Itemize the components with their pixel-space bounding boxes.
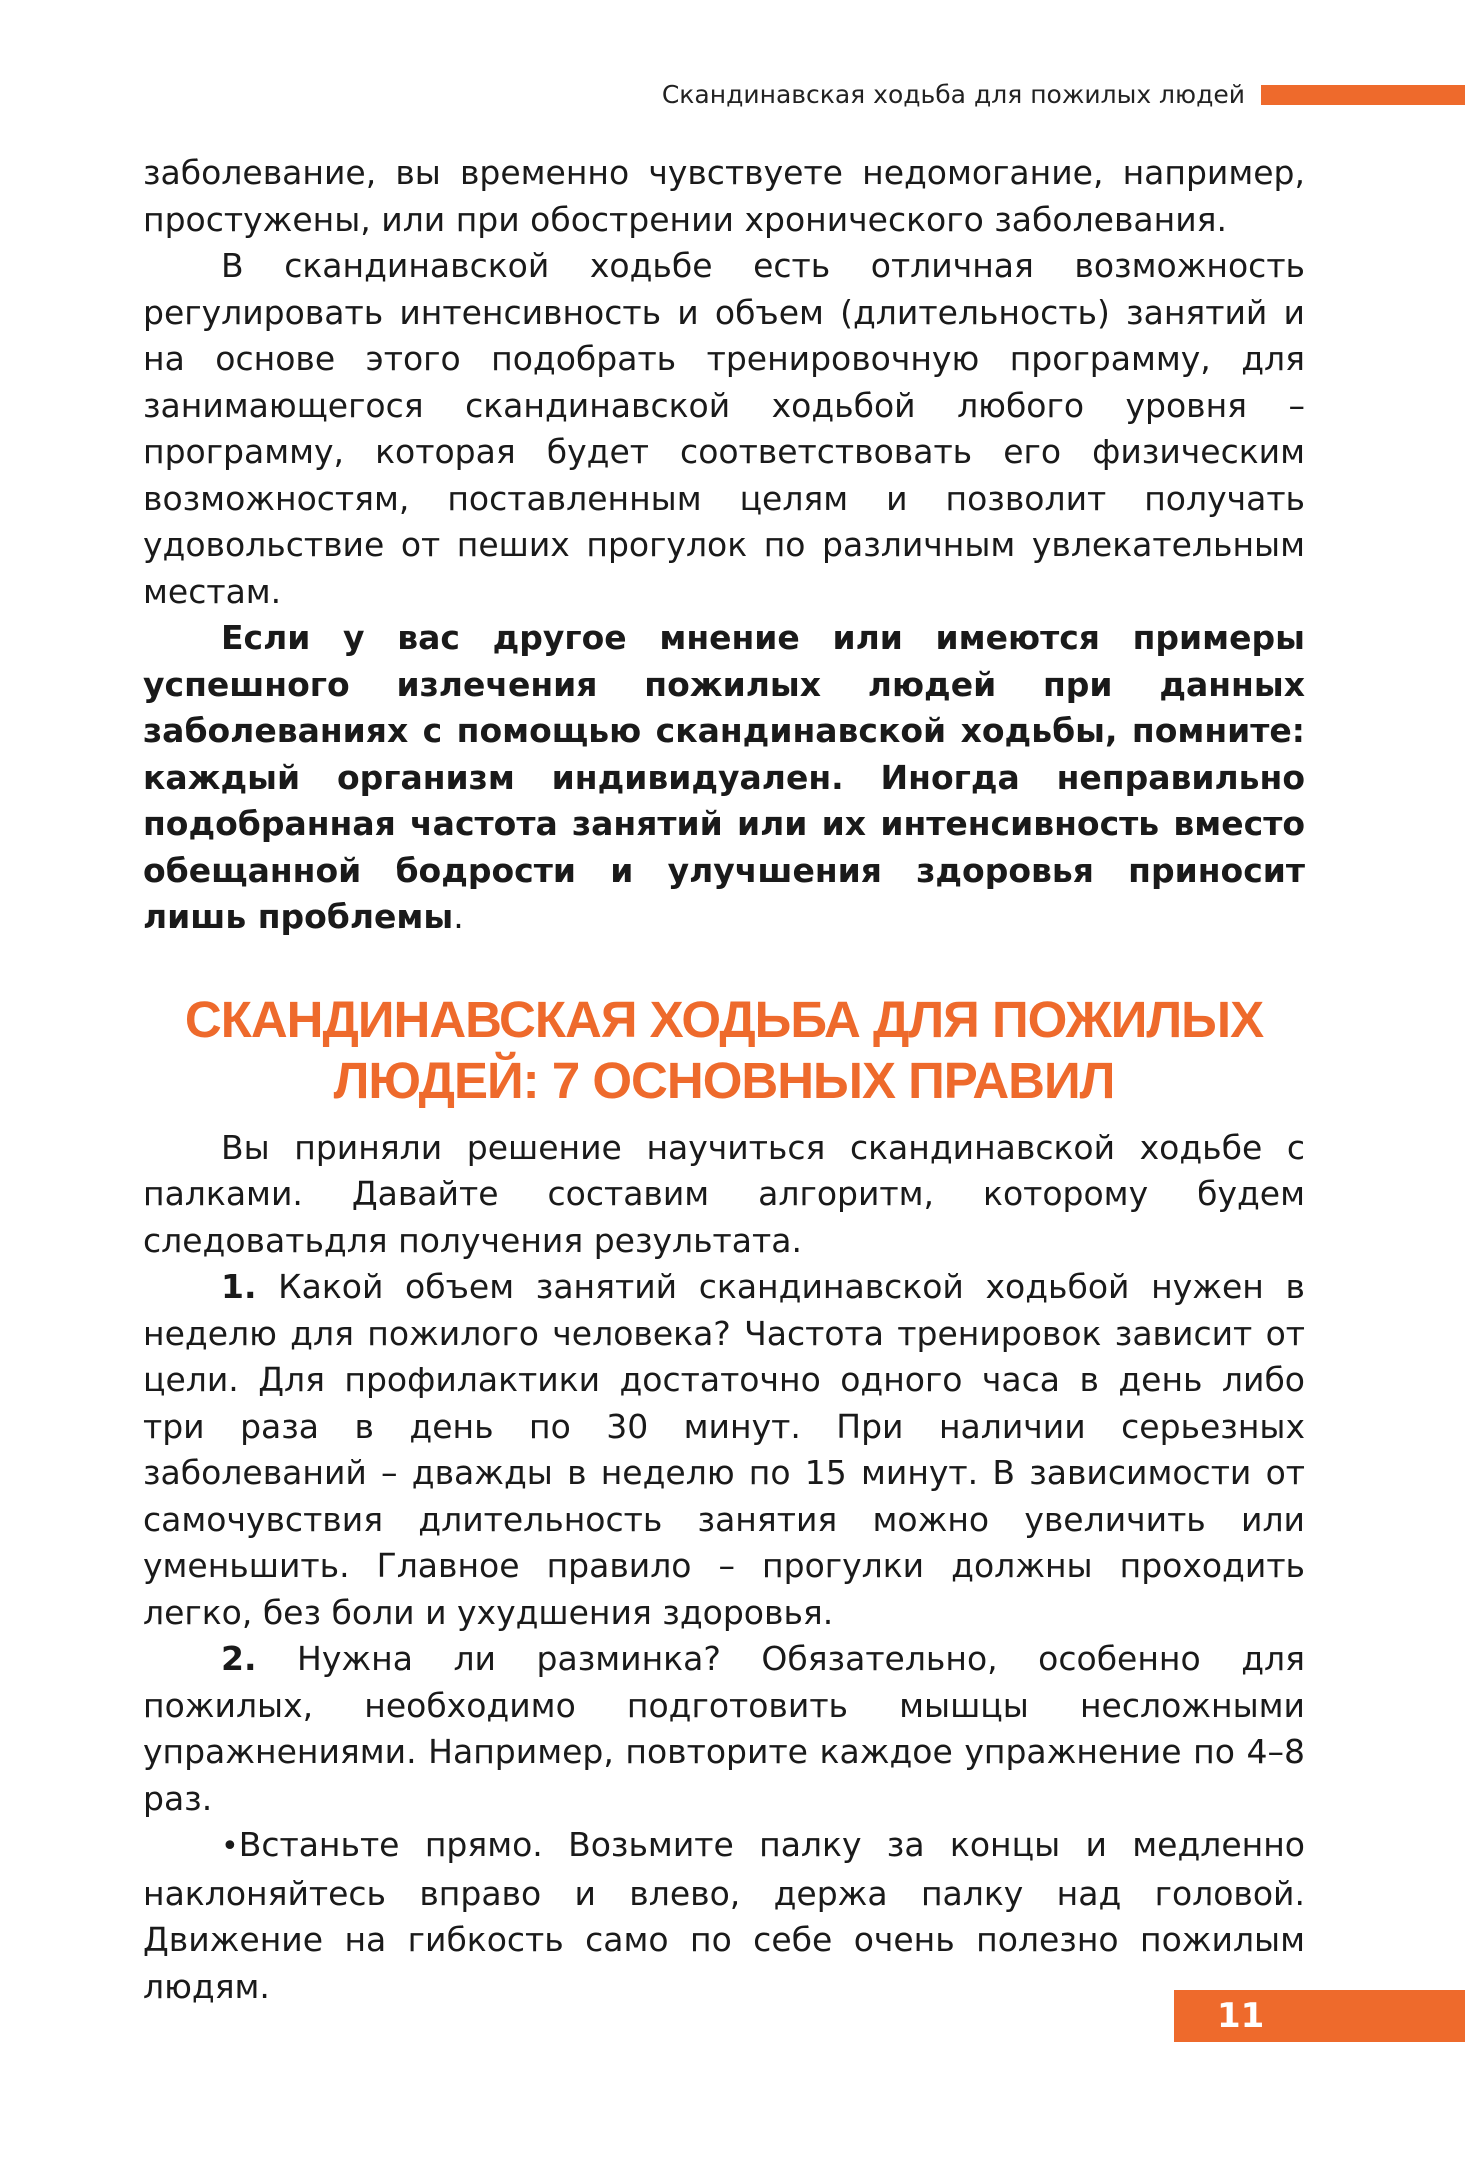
header-title: Скандинавская ходьба для пожилых людей — [661, 80, 1245, 109]
paragraph-warning — [143, 615, 1305, 941]
bullet-item-1 — [143, 1822, 1305, 2010]
header-accent-bar — [1261, 85, 1465, 105]
paragraph-continuation: заболевание, вы временно чувствуете недомогание, например, простужены, или при обострении хронического заболевания. — [143, 153, 1305, 239]
warning-bold-text: Если у вас другое мнение или имеются примеры успешного излечения пожилых людей при данных заболеваниях с помощью скандинавской ходьбы, помните: каждый организм индивидуален. Иногда неправильно подобранная частота занятий или их интенсивность вместо обещанной бодрости и улучшения здоровья приносит лишь проблемы — [143, 618, 1305, 936]
section-intro: Вы приняли решение научиться скандинавской ходьбе с палками. Давайте составим алгоритм, которому будем следоватьдля получения результата. — [143, 1127, 1305, 1260]
section-heading — [143, 989, 1305, 1111]
rule-2-text: Нужна ли разминка? Обязательно, особенно для пожилых, необходимо подготовить мышцы несложными упражнениями. Например, повторите каждое упражнение по 4–8 раз. — [143, 1639, 1305, 1818]
running-header — [662, 80, 1465, 109]
paragraph-intensity: В скандинавской ходьбе есть отличная возможность регулировать интенсивность и объем (длительность) занятий и на основе этого подобрать тренировочную программу, для занимающегося скандинавской ходьбой любого уровня – программу, которая будет соответствовать его физическим возможностям, поставленным целям и позволит получать удовольствие от пеших прогулок по различным увлекательным местам. — [143, 246, 1305, 611]
rule-1-number: 1. — [221, 1267, 257, 1306]
bullet-icon: • — [221, 1829, 239, 1864]
page-number-box — [1174, 1990, 1465, 2042]
page-number: 11 — [1217, 1996, 1265, 2036]
rule-2-number: 2. — [221, 1639, 257, 1678]
warning-end-punct: . — [453, 897, 464, 936]
rule-2 — [143, 1636, 1305, 1822]
page-content — [143, 150, 1305, 2010]
bullet-item-1-text: Встаньте прямо. Возьмите палку за концы и медленно наклоняйтесь вправо и влево, держа палку над головой. Движение на гибкость само по себе очень полезно пожилым людям. — [143, 1825, 1305, 2006]
section-heading-line2: ЛЮДЕЙ: 7 ОСНОВНЫХ ПРАВИЛ — [333, 1051, 1115, 1109]
rule-1-text: Какой объем занятий скандинавской ходьбой нужен в неделю для пожилого человека? Частота тренировок зависит от цели. Для профилактики достаточно одного часа в день либо три раза в день по 30 минут. При наличии серьезных заболеваний – дважды в неделю по 15 минут. В зависимости от самочувствия длительность занятия можно увеличить или уменьшить. Главное правило – прогулки должны проходить легко, без боли и ухудшения здоровья. — [143, 1267, 1305, 1632]
section-heading-line1: СКАНДИНАВСКАЯ ХОДЬБА ДЛЯ ПОЖИЛЫХ — [184, 990, 1264, 1048]
rule-1 — [143, 1264, 1305, 1636]
